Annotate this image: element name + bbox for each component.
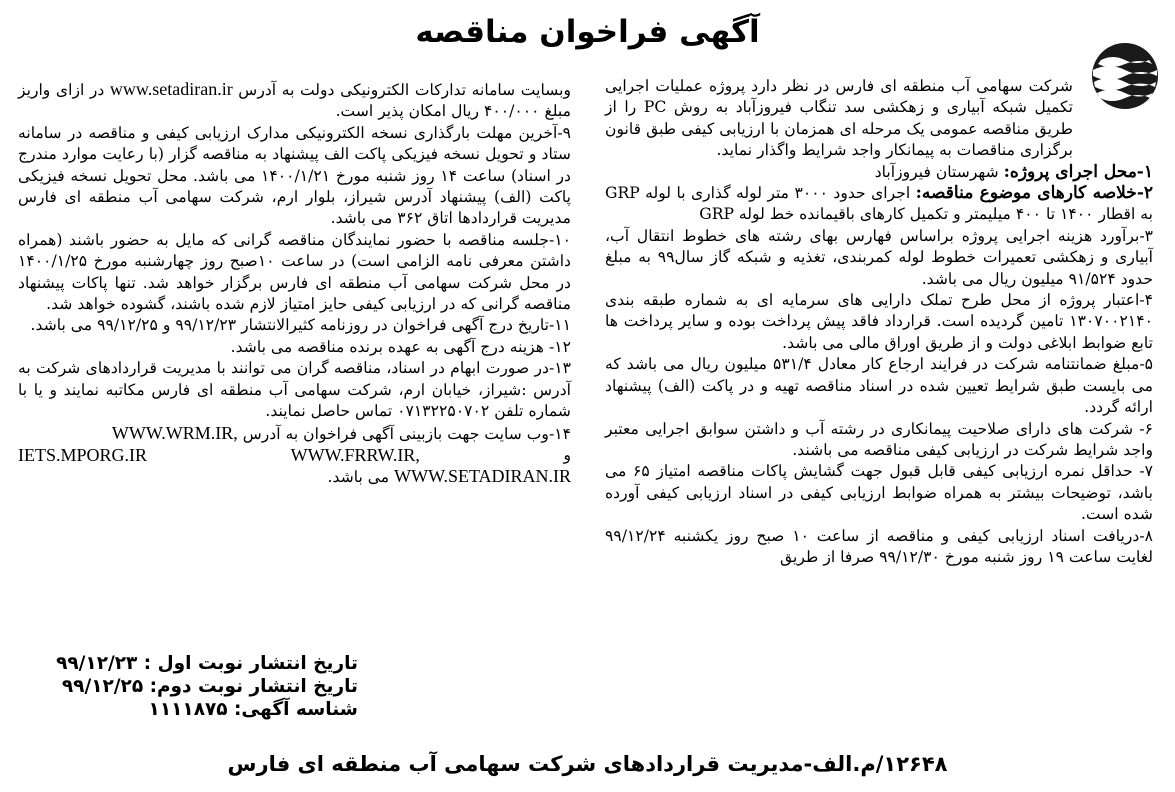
item-6: ۶- شرکت های دارای صلاحیت پیمانکاری در رشته آب و داشتن سوابق اجرایی معتبر واجد شرایط شرکت در ارزیابی کیفی مناقصه می باشند. <box>605 419 1153 459</box>
ad-identifier: شناسه آگهی: ۱۱۱۱۸۷۵ <box>148 699 358 720</box>
second-publication-date: تاریخ انتشار نوبت دوم: ۹۹/۱۲/۲۵ <box>61 676 358 697</box>
right-column <box>605 76 1153 568</box>
item-2-label: ۲-خلاصه کارهای موضوع مناقصه: <box>915 183 1154 204</box>
publication-info <box>18 652 358 721</box>
item-12: ۱۲- هزینه درج آگهی به عهده برنده مناقصه می باشد. <box>230 337 571 356</box>
page-title: آگهی فراخوان مناقصه <box>415 14 760 50</box>
website-row <box>18 445 571 466</box>
frrw-link[interactable]: WWW.FRRW.IR, <box>290 444 420 465</box>
item-14-end <box>18 466 571 488</box>
first-publication-date: تاریخ انتشار نوبت اول : ۹۹/۱۲/۲۳ <box>56 653 358 674</box>
iets-link[interactable]: IETS.MPORG.IR <box>18 444 148 465</box>
item-10: ۱۰-جلسه مناقصه با حضور نمایندگان مناقصه گرانی که مایل به حضور باشند (همراه داشتن معرفی نامه الزامی است) در ساعت ۱۰صبح روز چهارشنبه مورخ ۱۴۰۰/۱/۲۵ در محل شرکت سهامی آب منطقه ای فارس برگزار خواهد شد. تنها پاکات پیشنهاد مناقصه گرانی که در ارزیابی کیفی حایز امتیاز لازم شده باشند، گشوده خواهد شد. <box>18 230 571 314</box>
footer-signature: ۱۲۶۴۸/م.الف-مدیریت قراردادهای شرکت سهامی آب منطقه ای فارس <box>227 752 948 776</box>
item-1-text: شهرستان فیروزآباد <box>874 162 999 181</box>
item-2 <box>605 183 1153 226</box>
item-1-label: ۱-محل اجرای پروژه: <box>1003 161 1153 182</box>
item-14-tail: می باشد. <box>327 467 390 486</box>
wrm-link[interactable]: WWW.WRM.IR, <box>111 422 238 443</box>
item-7: ۷- حداقل نمره ارزیابی کیفی قابل قبول جهت گشایش پاکات مناقصه امتیاز ۶۵ می باشد، توضیحات بیشتر به همراه ضوابط ارزیابی کیفی در اسناد ارزیابی کیفی آورده شده است. <box>605 462 1153 524</box>
left-column <box>18 79 571 488</box>
setadiran-link[interactable]: www.setadiran.ir <box>109 79 233 99</box>
item-8-cont-tail: در ازای واریز مبلغ ۴۰۰/۰۰۰ ریال امکان پذیر است. <box>18 81 571 121</box>
item-2-text: اجرای حدود ۳۰۰۰ متر لوله گذاری با لوله GRP به اقطار ۱۴۰۰ تا ۴۰۰ میلیمتر و تکمیل کارهای باقیمانده خط لوله GRP <box>605 184 1153 224</box>
item-1 <box>605 162 1153 183</box>
item-8: ۸-دریافت اسناد ارزیابی کیفی و مناقصه از ساعت ۱۰ صبح روز یکشنبه ۹۹/۱۲/۲۴ لغایت ساعت ۱۹ روز شنبه مورخ ۹۹/۱۲/۳۰ صرفا از طریق <box>605 526 1153 566</box>
item-13: ۱۳-در صورت ابهام در اسناد، مناقصه گران می توانند با مدیریت قراردادهای شرکت به آدرس :شیراز، خیابان ارم، شرکت سهامی آب منطقه ای فارس مکاتبه نمایند و یا با شماره تلفن ۰۷۱۳۲۲۵۰۷۰۲ تماس حاصل نمایند. <box>18 359 571 421</box>
setadiran-upper-link[interactable]: WWW.SETADIRAN.IR <box>394 465 571 486</box>
item-8-cont-text: وبسایت سامانه تدارکات الکترونیکی دولت به آدرس <box>238 81 571 99</box>
item-3: ۳-برآورد هزینه اجرایی پروژه براساس فهارس بهای رشته های خطوط انتقال آب، آبیاری و زهکشی تعمیرات خطوط لوله کمربندی، تغذیه و شبکه گاز سال۹۹ به مبلغ حدود ۹۱/۵۲۴ میلیون ریال می باشد. <box>605 226 1153 288</box>
item-5: ۵-مبلغ ضمانتنامه شرکت در فرایند ارجاع کار معادل ۵۳۱/۴ میلیون ریال می باشد که می بایست طبق شرایط تعیین شده در اسناد مناقصه تهیه و در پاکت (الف) پیشنهاد ارائه گردد. <box>605 355 1153 417</box>
item-9: ۹-آخرین مهلت بارگذاری نسخه الکترونیکی مدارک ارزیابی کیفی و مناقصه در سامانه ستاد و تحویل نسخه فیزیکی پاکت الف پیشنهاد به مناقصه گزار (با رعایت موارد مندرج در اسناد) ساعت ۱۴ روز شنبه مورخ ۱۴۰۰/۱/۲۱ می باشد. محل تحویل نسخه فیزیکی پاکت (الف) پیشنهاد آدرس شیراز، بلوار ارم، شرکت سهامی آب منطقه ای فارس مدیریت قراردادها اتاق ۳۶۲ می باشد. <box>18 123 572 228</box>
and-word: و <box>563 445 571 464</box>
item-11: ۱۱-تاریخ درج آگهی فراخوان در روزنامه کثیرالانتشار ۹۹/۱۲/۲۳ و ۹۹/۱۲/۲۵ می باشد. <box>30 316 571 335</box>
item-4: ۴-اعتبار پروژه از محل طرح تملک دارایی های سرمایه ای به شماره طبقه بندی ۱۳۰۷۰۰۲۱۴۰ تامین گردیده است. قرارداد فاقد پیش پرداخت بوده و سایر پرداخت ها تابع ضوابط ابلاغی دولت و از طریق اوراق مالی می باشد. <box>605 291 1153 352</box>
item-8-continuation <box>18 79 571 123</box>
item-14-text: ۱۴-وب سایت جهت بازبینی آگهی فراخوان به آدرس <box>242 424 571 443</box>
intro-paragraph: شرکت سهامی آب منطقه ای فارس در نظر دارد پروژه عملیات اجرایی تکمیل شبکه آبیاری و زهکشی سد تنگاب فیروزآباد به روش PC را از طریق مناقصه عمومی یک مرحله ای همزمان با ارزیابی کیفی طبق قانون برگزاری مناقصات به پیمانکار واجد شرایط واگذار نماید. <box>605 77 1073 160</box>
item-14 <box>18 423 571 445</box>
